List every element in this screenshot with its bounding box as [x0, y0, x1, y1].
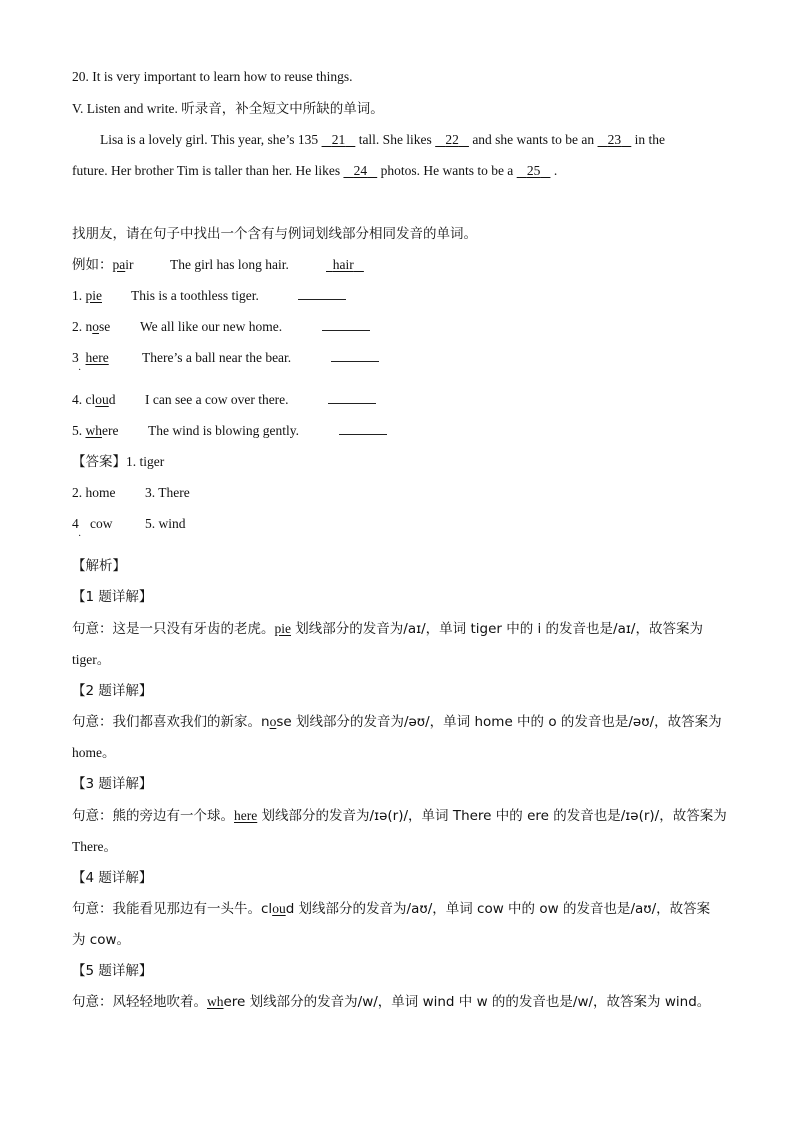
passage-text: future. Her brother Tim is taller than her. He likes [72, 163, 344, 178]
detail-3-heading: 【3 题详解】 [72, 776, 153, 792]
detail-2-line-1: 句意：我们都喜欢我们的新家。nose 划线部分的发音为/əʊ/，单词 home 中的 o 的发音也是/əʊ/，故答案为 [72, 714, 722, 730]
item-4-sentence: I can see a cow over there. [145, 392, 289, 407]
passage-line-2 [72, 162, 557, 180]
item-2-answer-blank[interactable] [322, 318, 370, 336]
detail-4-line-1: 句意：我能看见那边有一头牛。cloud 划线部分的发音为/aʊ/，单词 cow 中的 ow 的发音也是/aʊ/，故答案 [72, 901, 711, 917]
answer-5: 5. wind [145, 516, 186, 531]
detail-5-heading: 【5 题详解】 [72, 963, 153, 979]
item-3-sentence: There’s a ball near the bear. [142, 350, 292, 365]
answer-4: cow [90, 516, 113, 531]
question-20: 20. It is very important to learn how to reuse things. [72, 69, 353, 84]
item-5-sentence: The wind is blowing gently. [148, 423, 299, 438]
passage-text: in the [631, 132, 666, 147]
item-5-word: 5. where [72, 423, 119, 438]
answer-row-1 [72, 453, 164, 471]
detail-2-line-2: home。 [72, 745, 116, 760]
detail-1-heading: 【1 题详解】 [72, 589, 153, 605]
analysis-label: 【解析】 [72, 558, 126, 574]
answer-label: 【答案】 [72, 454, 126, 470]
detail-3-line-2: There。 [72, 839, 117, 854]
example-sentence: The girl has long hair. [170, 257, 289, 272]
detail-3-line-1: 句意：熊的旁边有一个球。here 划线部分的发音为/ɪə(r)/，单词 There 中的 ere 的发音也是/ɪə(r)/，故答案为 [72, 808, 727, 824]
detail-2-heading: 【2 题详解】 [72, 683, 153, 699]
answer-4-dot: · [78, 531, 82, 542]
passage-text: tall. She likes [355, 132, 436, 147]
answer-1: 1. tiger [126, 454, 165, 469]
example-word-underlined: pa [112, 257, 126, 272]
item-3-answer-blank[interactable] [331, 349, 379, 367]
answer-2: 2. home [72, 485, 116, 500]
item-4-word: 4. cloud [72, 392, 116, 407]
passage-text: and she wants to be an [468, 132, 598, 147]
section-5-title: V. Listen and write. 听录音，补全短文中所缺的单词。 [72, 101, 384, 116]
item-1-word: 1. pie [72, 288, 102, 303]
passage-text: Lisa is a lovely girl. This year, she’s 135 [100, 132, 322, 147]
item-2-sentence: We all like our new home. [140, 319, 283, 334]
item-3-dot: · [78, 365, 82, 376]
find-friends-instruction: 找朋友，请在句子中找出一个含有与例词划线部分相同发音的单词。 [72, 226, 477, 242]
detail-1-line-1: 句意：这是一只没有牙齿的老虎。pie 划线部分的发音为/aɪ/，单词 tiger 中的 i 的发音也是/aɪ/，故答案为 [72, 621, 703, 637]
detail-4-heading: 【4 题详解】 [72, 870, 153, 886]
answer-3: 3. There [145, 485, 190, 500]
detail-1-line-2: tiger。 [72, 652, 111, 667]
blank-23: 23 [607, 132, 622, 147]
blank-21: 21 [331, 132, 346, 147]
item-1-answer-blank[interactable] [298, 287, 346, 305]
example-row [72, 256, 134, 274]
passage-line-1 [100, 131, 665, 149]
passage-text: . [550, 163, 558, 178]
answer-4-num: 4 [72, 516, 79, 531]
blank-24: 24 [353, 163, 368, 178]
item-1-sentence: This is a toothless tiger. [131, 288, 259, 303]
item-2-word: 2. nose [72, 319, 111, 334]
detail-5-line-1: 句意：风轻轻地吹着。where 划线部分的发音为/w/，单词 wind 中 w 的的发音也是/w/，故答案为 wind。 [72, 994, 711, 1010]
example-answer: hair [332, 257, 354, 272]
blank-25: 25 [526, 163, 541, 178]
passage-text: photos. He wants to be a [377, 163, 517, 178]
blank-22: 22 [445, 132, 459, 147]
example-prefix: 例如： [72, 257, 113, 273]
item-5-answer-blank[interactable] [339, 422, 387, 440]
example-word-rest: ir [125, 257, 134, 272]
item-4-answer-blank[interactable] [328, 391, 376, 409]
detail-4-line-2: 为 cow。 [72, 932, 131, 948]
item-3-word: 3 here [72, 350, 109, 365]
